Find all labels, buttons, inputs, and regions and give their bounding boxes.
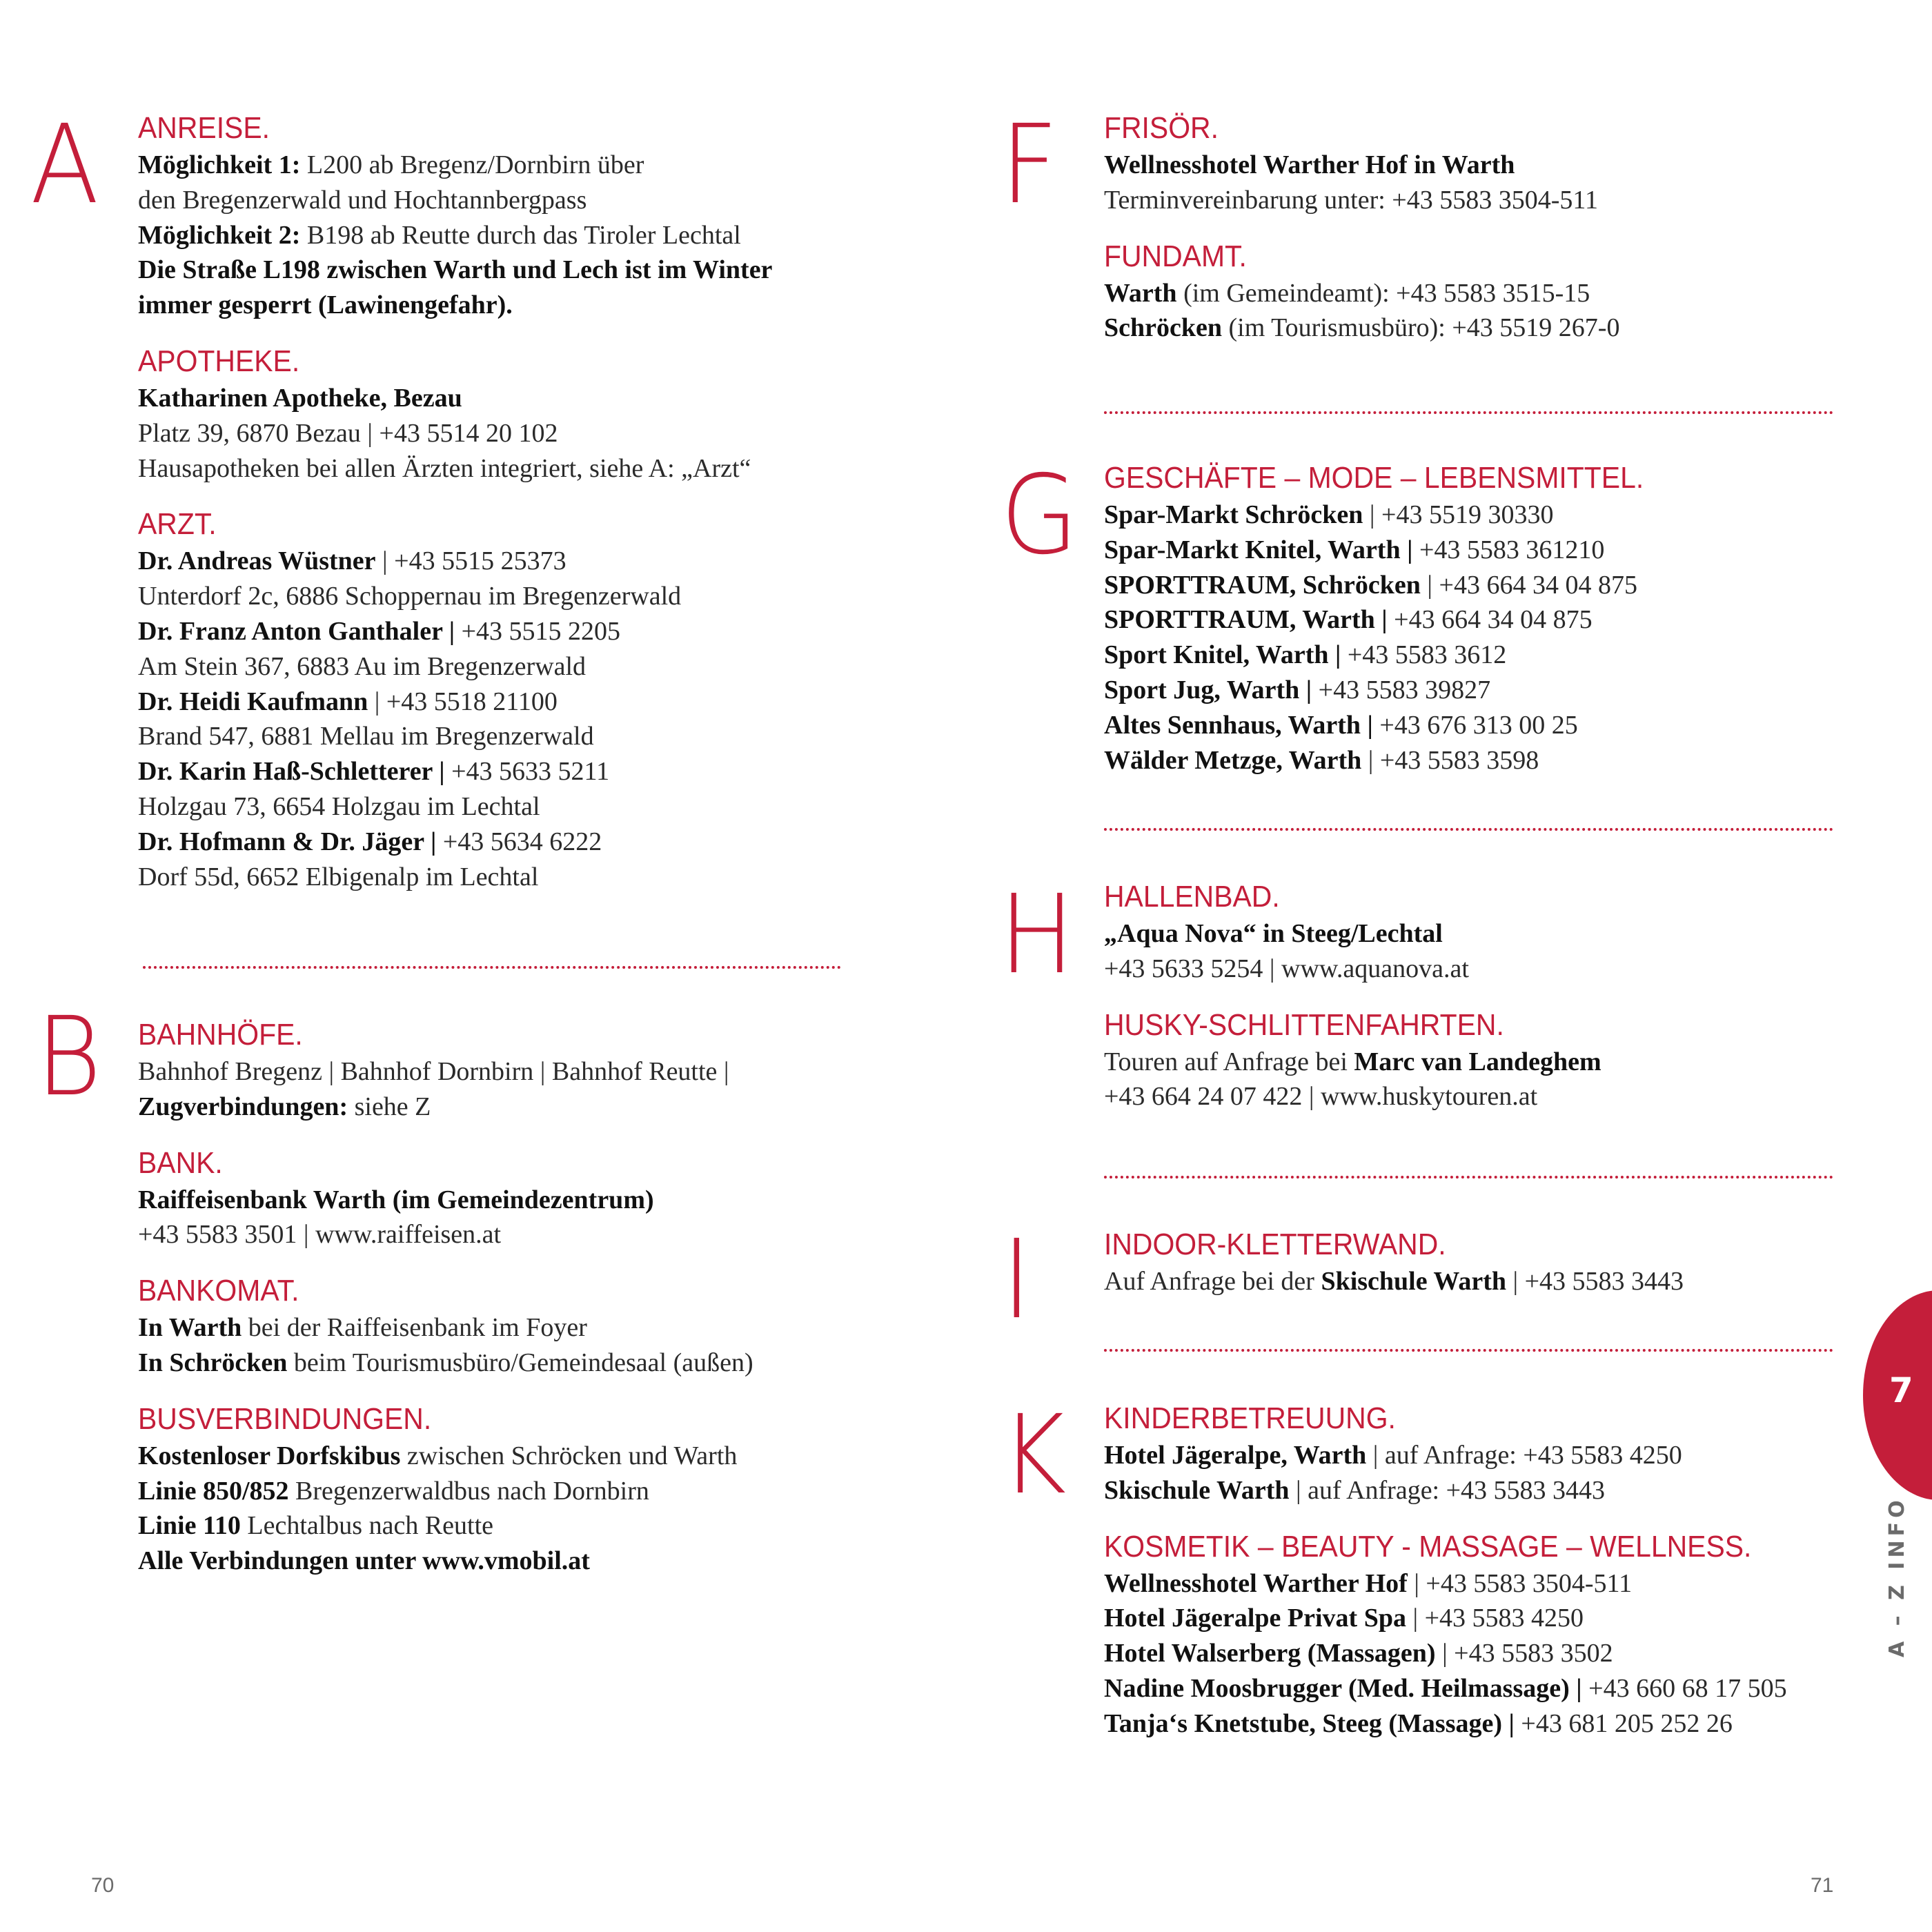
entry-text: Auf Anfrage bei der <box>1104 1267 1321 1296</box>
section-bahnhoefe <box>138 1016 753 1125</box>
section-kletterwand <box>1104 1225 1684 1299</box>
entry-text: +43 5633 5211 <box>444 757 610 787</box>
entry-line <box>138 719 772 754</box>
entry-bold-text: Hotel Jägeralpe Privat Spa <box>1104 1604 1406 1633</box>
entry-text: Holzgau 73, 6654 Holzgau im Lechtal <box>138 791 540 821</box>
section-kosmetik <box>1104 1528 1800 1742</box>
entry-text: siehe Z <box>348 1092 431 1121</box>
section-heading: HALLENBAD. <box>1104 880 1280 914</box>
entry-text: +43 664 34 04 875 <box>1387 605 1593 635</box>
section-busverbindungen <box>138 1400 753 1579</box>
chapter-number: 7 <box>1889 1370 1913 1410</box>
entry-text: +43 5515 2205 <box>455 616 621 646</box>
entry-text: L200 ab Bregenz/Dornbirn über <box>300 150 644 179</box>
entry-bold-text: Spar-Markt Knitel, Warth | <box>1104 535 1413 564</box>
section-apotheke <box>138 342 772 486</box>
section-heading: BANKOMAT. <box>138 1274 299 1308</box>
entry-line <box>1104 1566 1800 1601</box>
entry-line <box>138 825 772 860</box>
entry-bold-text: Nadine Moosbrugger (Med. Heilmassage) | <box>1104 1673 1582 1703</box>
entry-line <box>1104 952 1601 987</box>
entry-line <box>138 684 772 720</box>
entry-text: Terminvereinbarung unter: +43 5583 3504-511 <box>1104 185 1598 215</box>
section-heading: KINDERBETREUUNG. <box>1104 1401 1396 1435</box>
entry-text: +43 5634 6222 <box>436 827 602 856</box>
entry-line <box>1104 1671 1800 1706</box>
entry-line <box>1104 1636 1800 1671</box>
section-arzt <box>138 505 772 894</box>
entry-line <box>1104 533 1684 568</box>
entry-bold-text: Hotel Walserberg (Massagen) <box>1104 1639 1436 1668</box>
entry-text: Touren auf Anfrage bei <box>1104 1047 1354 1076</box>
entry-text: | +43 5519 30330 <box>1363 500 1554 529</box>
section-bank <box>138 1144 753 1253</box>
entry-bold-text: Dr. Karin Haß-Schletterer | <box>138 757 445 787</box>
entry-line <box>138 381 772 416</box>
column-b <box>138 1016 753 1579</box>
entry-line <box>1104 1079 1601 1114</box>
entry-text: +43 5583 39827 <box>1312 675 1491 704</box>
column-h <box>1104 878 1601 1114</box>
entry-text: Brand 547, 6881 Mellau im Bregenzerwald <box>138 722 594 751</box>
entry-line <box>138 860 772 895</box>
entry-line <box>138 1508 753 1544</box>
letter-g: G <box>1000 452 1078 579</box>
entry-text: | +43 5583 3504-511 <box>1407 1568 1633 1598</box>
entry-bold-text: SPORTTRAUM, Warth | <box>1104 605 1388 635</box>
entry-bold-text: Warth <box>1104 278 1177 308</box>
entry-bold-text: SPORTTRAUM, Schröcken <box>1104 570 1421 600</box>
entry-line <box>1104 497 1684 533</box>
section-fundamt <box>1104 237 1619 346</box>
letter-k: K <box>1000 1392 1067 1519</box>
section-heading: BAHNHÖFE. <box>138 1018 303 1052</box>
entry-text: Unterdorf 2c, 6886 Schoppernau im Bregenzerwald <box>138 582 682 611</box>
entry-line <box>138 649 772 684</box>
entry-text: | +43 5518 21100 <box>368 687 558 716</box>
divider-f-g <box>1104 411 1833 414</box>
entry-text: beim Tourismusbüro/Gemeindesaal (außen) <box>287 1348 753 1377</box>
entry-bold-text: In Warth <box>138 1313 242 1343</box>
divider-i-k <box>1104 1349 1833 1352</box>
page-number-right: 71 <box>1811 1874 1834 1897</box>
column-i <box>1104 1225 1684 1299</box>
column-k <box>1104 1399 1800 1742</box>
column-g <box>1104 459 1684 778</box>
entry-text: | +43 664 34 04 875 <box>1420 570 1637 600</box>
entry-bold-text: Dr. Franz Anton Ganthaler | <box>138 616 455 646</box>
right-page <box>966 0 1932 1932</box>
entry-bold-text: Alle Verbindungen unter www.vmobil.at <box>138 1546 590 1576</box>
entry-bold-text: Die Straße L198 zwischen Warth und Lech ist im Winter <box>138 255 773 285</box>
letter-a: A <box>30 101 99 228</box>
entry-line <box>138 253 772 288</box>
entry-text: B198 ab Reutte durch das Tiroler Lechtal <box>300 220 741 250</box>
entry-line <box>138 451 772 486</box>
letter-h: H <box>999 871 1075 998</box>
section-heading: INDOOR-KLETTERWAND. <box>1104 1228 1446 1261</box>
entry-text: Lechtalbus nach Reutte <box>240 1511 494 1541</box>
section-frisoer <box>1104 109 1619 218</box>
entry-bold-text: Kostenloser Dorfskibus <box>138 1441 401 1470</box>
page-number-left: 70 <box>91 1874 115 1897</box>
entry-line <box>138 288 772 323</box>
entry-line <box>138 416 772 451</box>
entry-text: Bahnhof Bregenz | Bahnhof Dornbirn | Bahnhof Reutte | <box>138 1057 729 1086</box>
section-kinderbetreuung <box>1104 1399 1800 1508</box>
entry-bold-text: Dr. Hofmann & Dr. Jäger | <box>138 827 437 856</box>
letter-i: I <box>1002 1216 1032 1343</box>
entry-line <box>138 1310 753 1346</box>
entry-text: | +43 5583 3598 <box>1361 745 1539 775</box>
entry-line <box>1104 1601 1800 1636</box>
section-heading: FUNDAMT. <box>1104 239 1247 273</box>
entry-text: | +43 5583 3443 <box>1506 1267 1684 1296</box>
entry-line <box>138 1544 753 1579</box>
section-heading: HUSKY-SCHLITTENFAHRTEN. <box>1104 1007 1504 1042</box>
entry-text: | +43 5583 4250 <box>1406 1604 1584 1633</box>
entry-line <box>138 614 772 649</box>
entry-line <box>1104 673 1684 708</box>
entry-text: +43 5583 361210 <box>1412 535 1605 564</box>
section-heading: GESCHÄFTE – MODE – LEBENSMITTEL. <box>1104 461 1644 495</box>
entry-text: +43 681 205 252 26 <box>1514 1708 1733 1738</box>
entry-line <box>138 1439 753 1474</box>
entry-line <box>138 1217 753 1252</box>
column-f <box>1104 109 1619 346</box>
entry-text: +43 5583 3612 <box>1341 640 1507 670</box>
chapter-label: A – Z INFO <box>1885 1496 1909 1657</box>
entry-bold-text: Sport Jug, Warth | <box>1104 675 1312 704</box>
entry-text: | +43 5515 25373 <box>375 546 566 576</box>
entry-line <box>1104 1264 1684 1299</box>
section-heading: ANREISE. <box>138 111 270 145</box>
divider-h-i <box>1104 1176 1833 1179</box>
entry-line <box>1104 148 1619 183</box>
entry-bold-text: Schröcken <box>1104 313 1222 343</box>
entry-line <box>138 754 772 789</box>
entry-text: Bregenzerwaldbus nach Dornbirn <box>288 1476 649 1506</box>
section-bankomat <box>138 1272 753 1381</box>
entry-bold-text: Spar-Markt Schröcken <box>1104 500 1363 529</box>
letter-b: B <box>36 994 102 1121</box>
entry-line <box>138 1346 753 1381</box>
entry-bold-text: Zugverbindungen: <box>138 1092 348 1121</box>
entry-line <box>138 1183 753 1218</box>
entry-bold-text: „Aqua Nova“ in Steeg/Lechtal <box>1104 919 1443 948</box>
section-heading: BANK. <box>138 1145 223 1180</box>
entry-text: | auf Anfrage: +43 5583 4250 <box>1366 1441 1682 1470</box>
entry-text: Am Stein 367, 6883 Au im Bregenzerwald <box>138 651 586 681</box>
entry-text: +43 5633 5254 | www.aquanova.at <box>1104 954 1469 983</box>
entry-bold-text: Marc van Landeghem <box>1354 1047 1601 1076</box>
section-heading: APOTHEKE. <box>138 344 300 378</box>
entry-text: | +43 5583 3502 <box>1435 1639 1613 1668</box>
entry-bold-text: Linie 110 <box>138 1511 241 1541</box>
entry-text: +43 676 313 00 25 <box>1372 710 1578 740</box>
entry-bold-text: Dr. Andreas Wüstner <box>138 546 376 576</box>
entry-text: +43 5583 3501 | www.raiffeisen.at <box>138 1220 502 1250</box>
entry-line <box>138 218 772 253</box>
letter-f: F <box>1000 101 1058 228</box>
entry-bold-text: Möglichkeit 1: <box>138 150 301 179</box>
entry-line <box>1104 1045 1601 1080</box>
entry-bold-text: Raiffeisenbank Warth (im Gemeindezentrum) <box>138 1185 654 1214</box>
section-anreise <box>138 109 772 323</box>
entry-bold-text: Wälder Metzge, Warth <box>1104 745 1362 775</box>
entry-bold-text: Tanja‘s Knetstube, Steeg (Massage) | <box>1104 1708 1515 1738</box>
entry-bold-text: Altes Sennhaus, Warth | <box>1104 710 1373 740</box>
column-a <box>138 109 772 894</box>
entry-line <box>138 1090 753 1125</box>
entry-line <box>1104 602 1684 638</box>
entry-line <box>138 579 772 614</box>
entry-text: (im Gemeindeamt): +43 5583 3515-15 <box>1176 278 1590 308</box>
entry-bold-text: Wellnesshotel Warther Hof in Warth <box>1104 150 1515 179</box>
entry-text: +43 660 68 17 505 <box>1581 1673 1787 1703</box>
section-geschaefte <box>1104 459 1684 778</box>
entry-line <box>1104 568 1684 603</box>
entry-bold-text: In Schröcken <box>138 1348 288 1377</box>
section-hallenbad <box>1104 878 1601 987</box>
entry-bold-text: Wellnesshotel Warther Hof <box>1104 1568 1408 1598</box>
entry-text: Dorf 55d, 6652 Elbigenalp im Lechtal <box>138 862 539 891</box>
entry-bold-text: Dr. Heidi Kaufmann <box>138 687 368 716</box>
section-heading: BUSVERBINDUNGEN. <box>138 1401 432 1436</box>
entry-line <box>1104 183 1619 218</box>
entry-bold-text: Hotel Jägeralpe, Warth <box>1104 1441 1367 1470</box>
entry-line <box>1104 638 1684 673</box>
section-heading: ARZT. <box>138 507 217 542</box>
entry-line <box>1104 743 1684 778</box>
entry-bold-text: immer gesperrt (Lawinengefahr). <box>138 290 513 320</box>
entry-bold-text: Skischule Warth <box>1104 1475 1290 1505</box>
entry-line <box>1104 1473 1800 1508</box>
entry-line <box>138 1054 753 1090</box>
entry-text: | auf Anfrage: +43 5583 3443 <box>1289 1475 1606 1505</box>
entry-line <box>138 1474 753 1509</box>
entry-line <box>1104 276 1619 311</box>
entry-text: Platz 39, 6870 Bezau | +43 5514 20 102 <box>138 418 558 448</box>
entry-text: zwischen Schröcken und Warth <box>400 1441 738 1470</box>
entry-bold-text: Möglichkeit 2: <box>138 220 301 250</box>
section-heading: KOSMETIK – BEAUTY - MASSAGE – WELLNESS. <box>1104 1529 1752 1564</box>
entry-bold-text: Skischule Warth <box>1321 1267 1506 1296</box>
entry-line <box>138 148 772 183</box>
divider-a-b <box>143 966 841 969</box>
entry-line <box>138 183 772 218</box>
entry-line <box>1104 310 1619 346</box>
entry-line <box>1104 1438 1800 1473</box>
entry-bold-text: Katharinen Apotheke, Bezau <box>138 383 462 413</box>
entry-line <box>1104 1706 1800 1742</box>
section-heading: FRISÖR. <box>1104 111 1219 145</box>
divider-g-h <box>1104 828 1833 831</box>
entry-text: (im Tourismusbüro): +43 5519 267-0 <box>1222 313 1620 343</box>
entry-text: bei der Raiffeisenbank im Foyer <box>241 1313 587 1343</box>
entry-bold-text: Linie 850/852 <box>138 1476 289 1506</box>
entry-text: Hausapotheken bei allen Ärzten integriert, siehe A: „Arzt“ <box>138 453 751 483</box>
entry-line <box>138 544 772 579</box>
section-husky <box>1104 1006 1601 1115</box>
entry-text: +43 664 24 07 422 | www.huskytouren.at <box>1104 1082 1538 1112</box>
entry-text: den Bregenzerwald und Hochtannbergpass <box>138 185 587 215</box>
entry-line <box>1104 708 1684 743</box>
entry-line <box>138 789 772 825</box>
entry-line <box>1104 916 1601 952</box>
entry-bold-text: Sport Knitel, Warth | <box>1104 640 1341 670</box>
